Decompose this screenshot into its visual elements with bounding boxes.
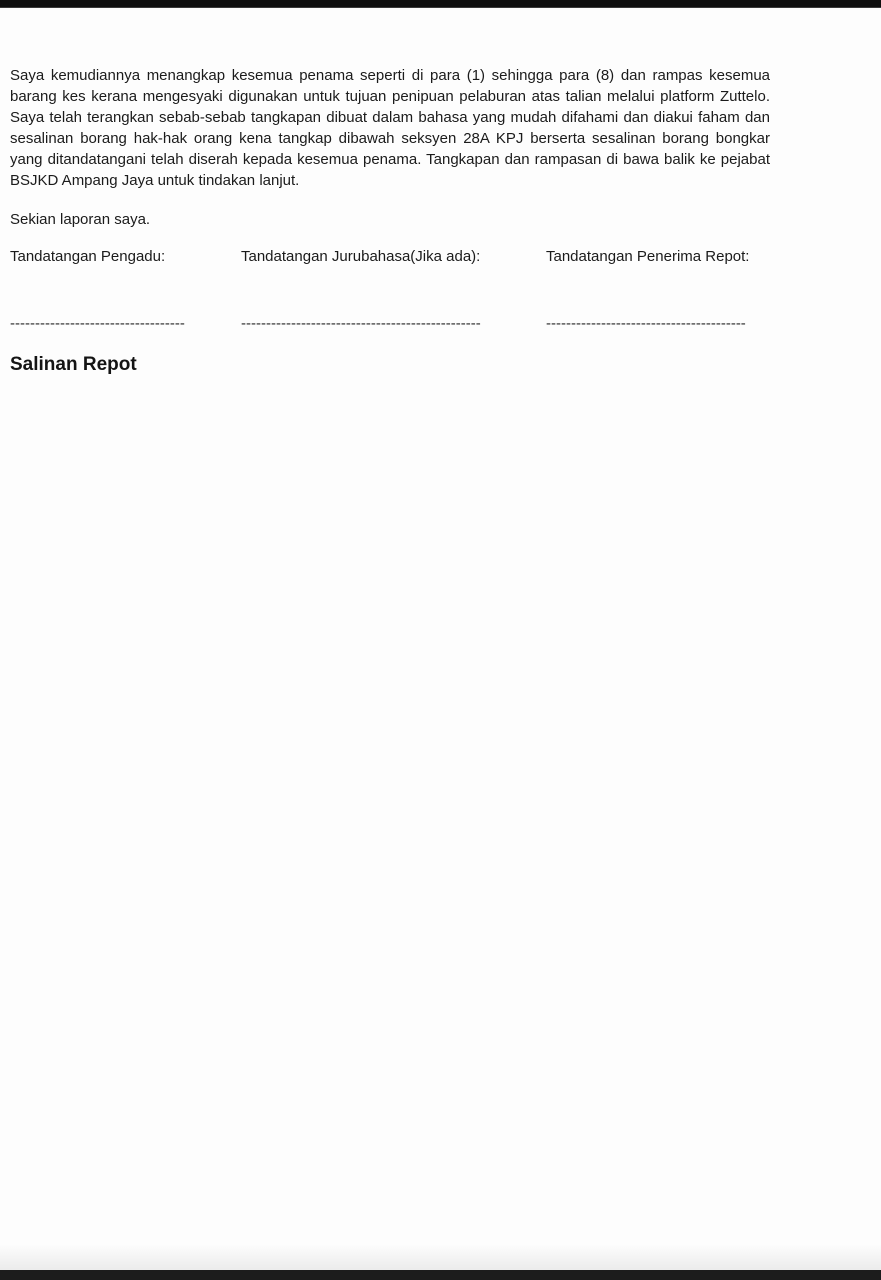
signature-label-pengadu: Tandatangan Pengadu: [10, 248, 166, 265]
bottom-scan-bar [0, 1270, 881, 1280]
signature-line-penerima-repot: ---------------------------------------- [546, 315, 746, 332]
bottom-scan-shadow [0, 1244, 881, 1270]
signature-line-pengadu: ----------------------------------- [10, 315, 185, 332]
report-body-paragraph: Saya kemudiannya menangkap kesemua penama seperti di para (1) sehingga para (8) dan rampas kesemua barang kes kerana mengesyaki digunakan untuk tujuan penipuan pelaburan atas talian melalui platform Zuttelo. Saya telah terangkan sebab-sebab tangkapan dibuat dalam bahasa yang mudah difahami dan diakui faham dan sesalinan borang hak-hak orang kena tangkap dibawah seksyen 28A KPJ berserta sesalinan borang bongkar yang ditandatangani telah diserah kepada kesemua penama. Tangkapan dan rampasan di bawa balik ke pejabat BSJKD Ampang Jaya untuk tindakan lanjut. [10, 67, 770, 189]
top-scan-bar [0, 0, 881, 8]
signature-line-jurubahasa: ------------------------------------------------ [241, 315, 481, 332]
signature-label-jurubahasa: Tandatangan Jurubahasa(Jika ada): [241, 248, 481, 265]
signature-label-penerima-repot: Tandatangan Penerima Repot: [546, 248, 750, 265]
salinan-repot-heading: Salinan Repot [10, 353, 137, 375]
report-closing-line: Sekian laporan saya. [10, 211, 151, 228]
